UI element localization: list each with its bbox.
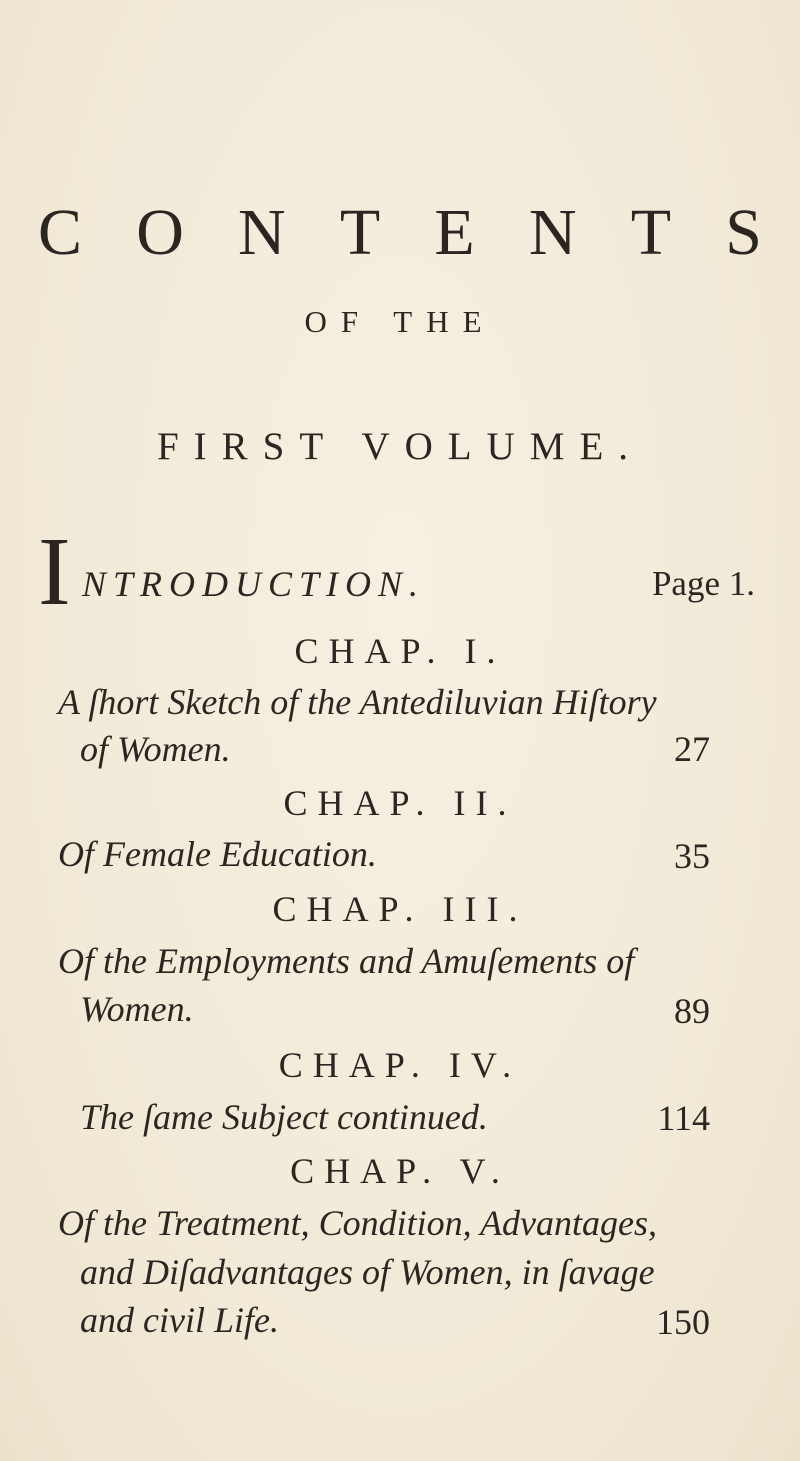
introduction-title: NTRODUCTION. (82, 564, 426, 604)
chapter-2-page: 35 (674, 836, 710, 876)
chapter-1-title-line-2: of Women. (80, 729, 231, 769)
chapter-1-page: 27 (674, 729, 710, 769)
title-letter: T (339, 196, 381, 269)
chapter-3-heading: CHAP. III. (272, 889, 528, 929)
chapter-5-page: 150 (656, 1302, 710, 1342)
title-letter: T (630, 196, 672, 269)
title-letter: E (434, 196, 475, 269)
introduction-initial: I (38, 518, 71, 626)
contents-title (38, 196, 762, 269)
subtitle-of-the: OF THE (304, 304, 496, 339)
title-letter: O (136, 196, 184, 269)
introduction-page: Page 1. (651, 564, 755, 603)
chapter-5-title-line-3: and civil Life. (80, 1300, 279, 1340)
chapter-5-heading: CHAP. V. (290, 1151, 510, 1191)
introduction-entry (38, 518, 755, 626)
chapter-4-title-line-1: The ſame Subject continued. (80, 1097, 488, 1137)
title-letter: S (725, 196, 762, 269)
title-letter: N (238, 196, 286, 269)
chapter-3-title-line-1: Of the Employments and Amuſements of (58, 941, 635, 981)
chapter-5-title-line-2: and Diſadvantages of Women, in ſavage (80, 1252, 655, 1292)
title-letter: C (38, 196, 83, 269)
chapter-5-title-line-1: Of the Treatment, Condition, Advantages, (58, 1203, 657, 1243)
chapter-2-title-line-1: Of Female Education. (58, 834, 377, 874)
chapter-1-heading: CHAP. I. (294, 631, 506, 671)
title-letter: N (528, 196, 577, 269)
chapter-1-title-line-1: A ſhort Sketch of the Antediluvian Hiſtory (58, 682, 657, 722)
subtitle-first-volume: FIRST VOLUME. (156, 425, 644, 468)
chapter-4-heading: CHAP. IV. (278, 1045, 522, 1085)
chapter-3-page: 89 (674, 991, 710, 1031)
chapter-4-page: 114 (657, 1098, 710, 1138)
chapter-2-heading: CHAP. II. (283, 783, 517, 823)
chapter-3-title-line-2: Women. (80, 989, 194, 1029)
